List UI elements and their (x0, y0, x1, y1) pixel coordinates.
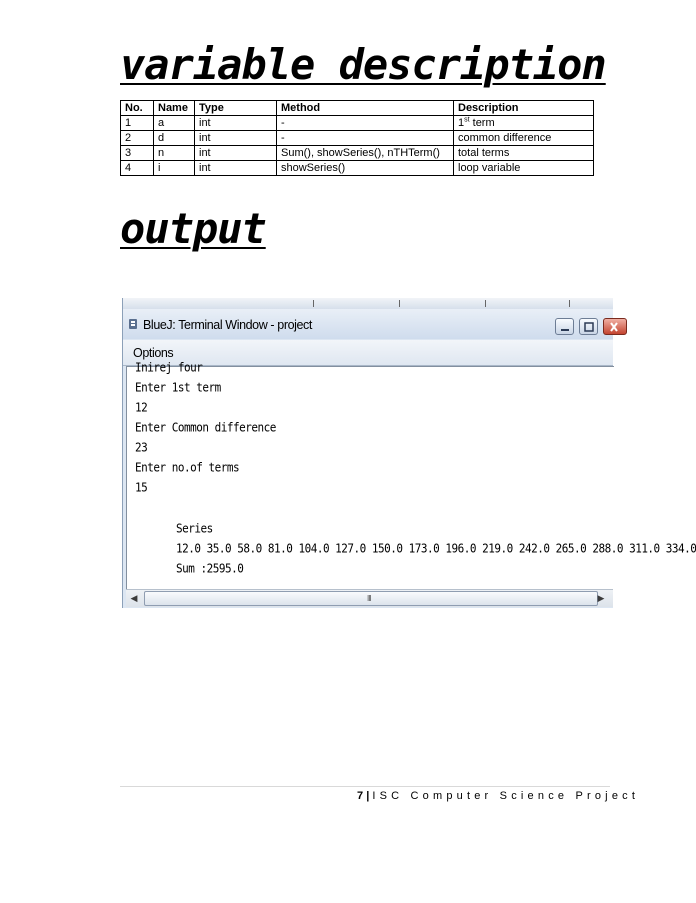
menu-options[interactable]: Options (133, 346, 174, 360)
cell-method: showSeries() (277, 161, 454, 176)
scroll-left-arrow-icon[interactable]: ◀ (130, 593, 138, 603)
page-footer (357, 790, 639, 802)
footer-separator: | (366, 790, 370, 802)
scroll-right-arrow-icon[interactable]: ▶ (597, 593, 605, 603)
close-button[interactable] (603, 318, 627, 335)
page-number: 7 (357, 790, 364, 802)
strip-tick (485, 300, 486, 307)
cell-method: - (277, 131, 454, 146)
maximize-button[interactable] (579, 318, 598, 335)
cell-type: int (195, 146, 277, 161)
maximize-icon (580, 319, 599, 336)
console-line: Enter 1st term (135, 380, 221, 395)
cell-description (454, 116, 594, 131)
variable-description-heading: variable description (120, 40, 606, 89)
column-header-name: Name (154, 101, 195, 116)
cell-no: 2 (121, 131, 154, 146)
terminal-window-screenshot (122, 298, 696, 608)
cell-method: Sum(), showSeries(), nTHTerm() (277, 146, 454, 161)
terminal-output[interactable] (126, 360, 696, 589)
console-line: Sum :2595.0 (176, 561, 244, 576)
minimize-icon (556, 319, 575, 336)
column-header-method: Method (277, 101, 454, 116)
console-line: Inirej four (135, 360, 203, 375)
console-line: 15 (135, 480, 148, 495)
cell-name: d (154, 131, 195, 146)
cell-no: 3 (121, 146, 154, 161)
window-title: BlueJ: Terminal Window - project (143, 318, 312, 332)
close-icon (604, 319, 628, 336)
console-line: Enter no.of terms (135, 460, 240, 475)
console-line: 12 (135, 400, 148, 415)
footer-divider (120, 786, 610, 787)
cell-type: int (195, 116, 277, 131)
table-row (121, 146, 594, 161)
column-header-no: No. (121, 101, 154, 116)
table-row (121, 161, 594, 176)
cell-type: int (195, 131, 277, 146)
bluej-app-icon (128, 318, 138, 330)
strip-tick (313, 300, 314, 307)
console-line: 23 (135, 440, 148, 455)
horizontal-scrollbar[interactable] (126, 589, 613, 607)
cell-no: 1 (121, 116, 154, 131)
table-header-row (121, 101, 594, 116)
cell-no: 4 (121, 161, 154, 176)
description-number: 1 (458, 117, 465, 129)
cell-description: total terms (454, 146, 594, 161)
description-ordinal-suffix: st (464, 116, 470, 124)
cell-type: int (195, 161, 277, 176)
cell-description: common difference (454, 131, 594, 146)
cell-method: - (277, 116, 454, 131)
scrollbar-thumb[interactable] (144, 591, 598, 606)
variable-table (120, 100, 594, 176)
column-header-type: Type (195, 101, 277, 116)
footer-text: ISC Computer Science Project (372, 790, 640, 802)
table-row (121, 131, 594, 146)
scrollbar-grip: III (367, 594, 371, 603)
table-row (121, 116, 594, 131)
column-header-description: Description (454, 101, 594, 116)
cell-description: loop variable (454, 161, 594, 176)
description-text: term (469, 117, 495, 129)
cell-name: i (154, 161, 195, 176)
strip-tick (569, 300, 570, 307)
console-line: Series (176, 521, 213, 536)
cell-name: n (154, 146, 195, 161)
cell-name: a (154, 116, 195, 131)
output-heading: output (120, 204, 266, 253)
window-titlebar[interactable] (123, 309, 613, 339)
console-line: Enter Common difference (135, 420, 276, 435)
strip-tick (399, 300, 400, 307)
minimize-button[interactable] (555, 318, 574, 335)
console-line: 12.0 35.0 58.0 81.0 104.0 127.0 150.0 173.0 196.0 219.0 242.0 265.0 288.0 311.0 334.0 (176, 541, 696, 556)
